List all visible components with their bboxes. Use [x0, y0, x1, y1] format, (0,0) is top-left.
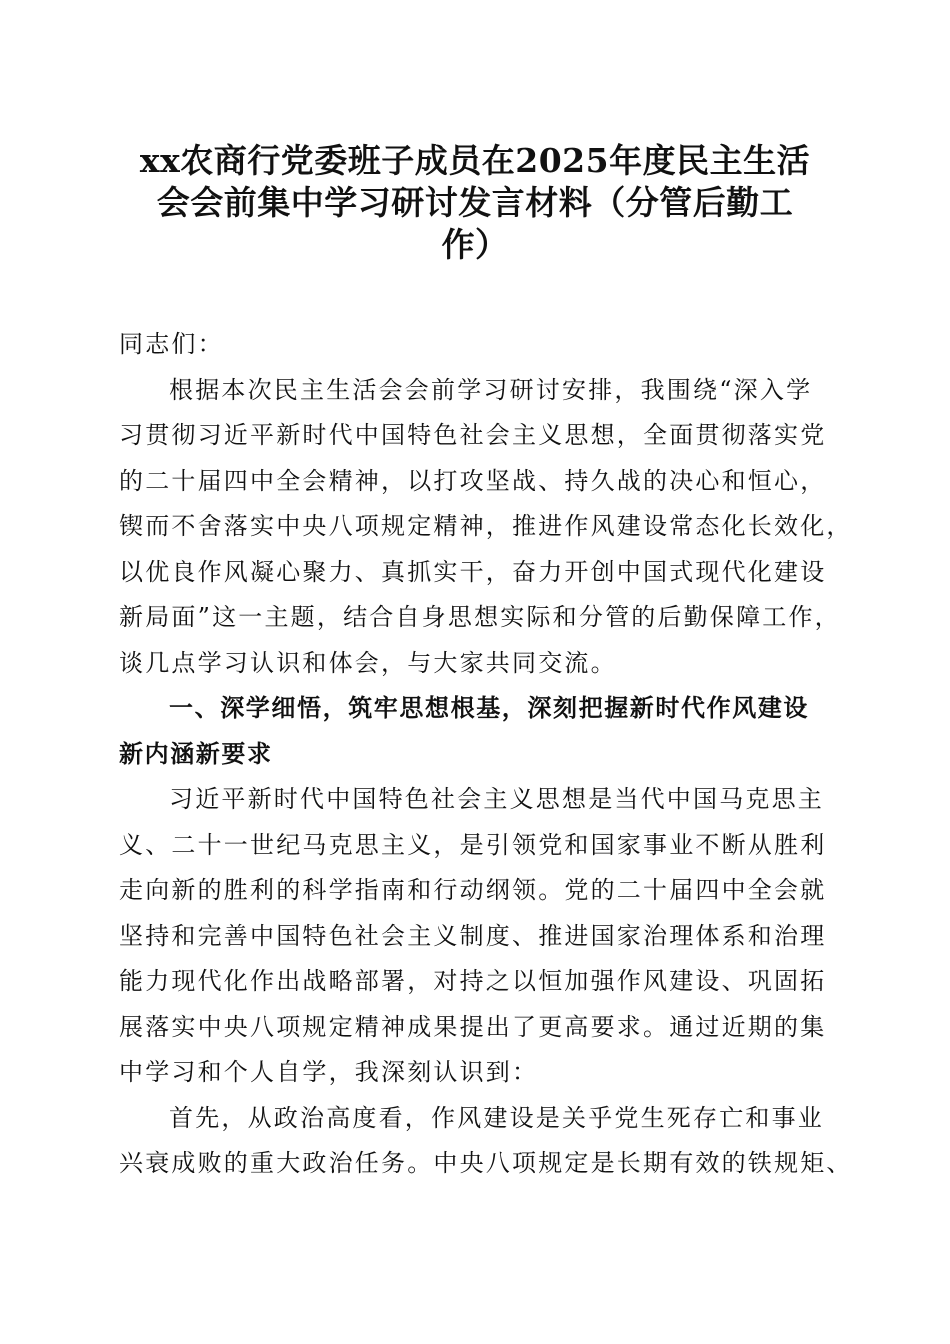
document-title — [100, 140, 850, 266]
heading-line: 一、深学细悟，筑牢思想根基，深刻把握新时代作风建设 — [169, 694, 809, 722]
document-body — [119, 322, 853, 1187]
paragraph-line: 根据本次民主生活会会前学习研讨安排，我围绕“深入学 — [169, 375, 813, 404]
paragraph-line: 习近平新时代中国特色社会主义思想是当代中国马克思主 — [169, 785, 824, 813]
paragraph-line: 兴衰成败的重大政治任务。中央八项规定是长期有效的铁规矩、 — [119, 1149, 853, 1177]
paragraph-line: 走向新的胜利的科学指南和行动纲领。党的二十届四中全会就 — [119, 876, 827, 904]
paragraph-line: 谈几点学习认识和体会，与大家共同交流。 — [119, 648, 617, 677]
title-line-3: 作） — [441, 225, 509, 264]
paragraph-line: 义、二十一世纪马克思主义，是引领党和国家事业不断从胜利 — [119, 830, 827, 859]
title-line-1: xx农商行党委班子成员在2025年度民主生活 — [139, 141, 811, 180]
paragraph-line: 新局面”这一主题，结合自身思想实际和分管的后勤保障工作， — [119, 603, 841, 631]
paragraph-theory — [119, 777, 834, 1096]
paragraph-line: 展落实中央八项规定精神成果提出了更高要求。通过近期的集 — [119, 1012, 827, 1041]
title-line-2: 会会前集中学习研讨发言材料（分管后勤工 — [156, 183, 794, 222]
paragraph-line: 首先，从政治高度看，作风建设是关乎党生死存亡和事业 — [169, 1103, 824, 1132]
paragraph-political — [119, 1096, 853, 1187]
section-heading-1 — [119, 686, 834, 777]
paragraph-line: 中学习和个人自学，我深刻认识到： — [119, 1058, 539, 1086]
salutation: 同志们： — [119, 330, 224, 358]
heading-line: 新内涵新要求 — [119, 739, 273, 768]
paragraph-line: 习贯彻习近平新时代中国特色社会主义思想，全面贯彻落实党 — [119, 421, 827, 449]
paragraph-line: 能力现代化作出战略部署，对持之以恒加强作风建设、巩固拓 — [119, 967, 827, 995]
paragraph-line: 坚持和完善中国特色社会主义制度、推进国家治理体系和治理 — [119, 921, 827, 950]
paragraph-intro — [119, 368, 853, 687]
paragraph-line: 的二十届四中全会精神，以打攻坚战、持久战的决心和恒心， — [119, 466, 827, 495]
paragraph-line: 锲而不舍落实中央八项规定精神，推进作风建设常态化长效化， — [119, 512, 853, 540]
paragraph-line: 以优良作风凝心聚力、真抓实干，奋力开创中国式现代化建设 — [119, 557, 827, 586]
